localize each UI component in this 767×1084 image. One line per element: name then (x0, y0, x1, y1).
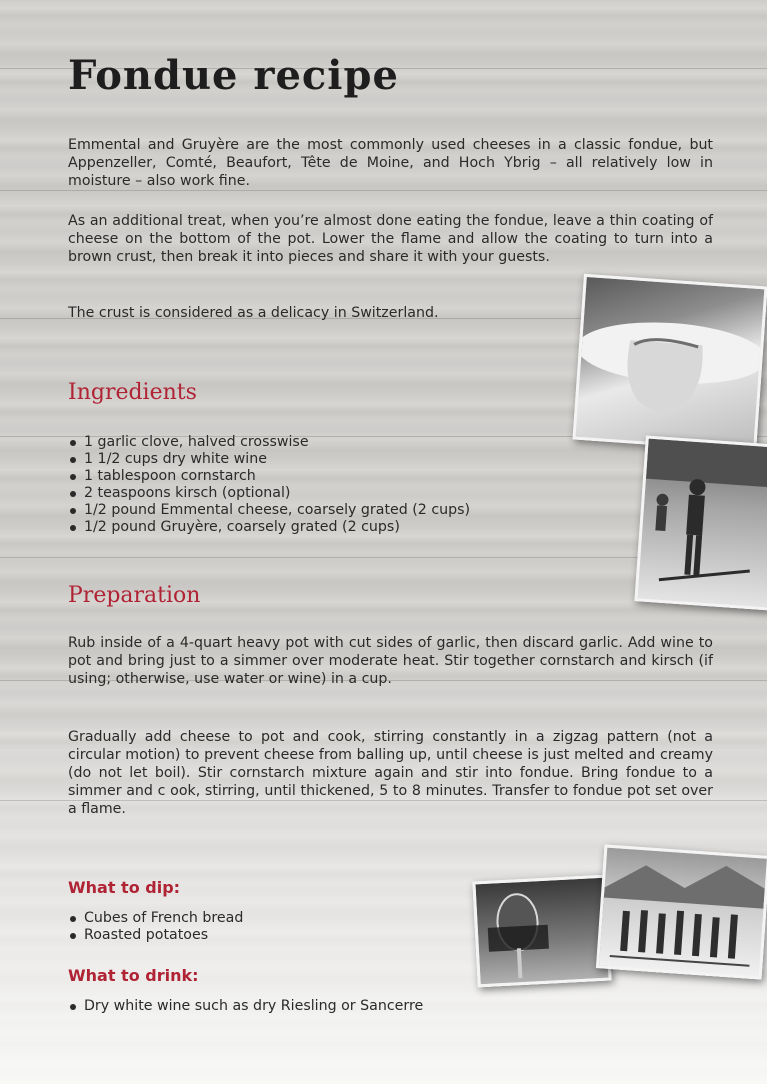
dip-list (68, 910, 428, 944)
intro-paragraph-delicacy: The crust is considered as a delicacy in Switzerland. (68, 305, 439, 321)
what-to-drink-heading: What to drink: (68, 966, 199, 985)
skier-silhouette (638, 439, 767, 608)
preparation-heading: Preparation (68, 583, 201, 608)
list-item: 1 tablespoon cornstarch (68, 468, 628, 485)
drink-list (68, 998, 588, 1015)
ingredients-list (68, 434, 628, 536)
list-item: Roasted potatoes (68, 927, 428, 944)
wine-glass-photo (472, 875, 611, 988)
wine-glass-illustration (475, 878, 608, 985)
ingredients-heading: Ingredients (68, 380, 197, 405)
vintage-ski-group-photo (596, 844, 767, 979)
list-item: Cubes of French bread (68, 910, 428, 927)
intro-paragraph-cheeses: Emmental and Gruyère are the most commonly used cheeses in a classic fondue, but Appenzeller, Comté, Beaufort, Tête de Moine, and Hoch Ybrig – all relatively low in moisture – also work fine. (68, 137, 713, 189)
list-item: 1 garlic clove, halved crosswise (68, 434, 628, 451)
list-item: 2 teaspoons kirsch (optional) (68, 485, 628, 502)
ski-group-illustration (599, 848, 767, 977)
what-to-dip-heading: What to dip: (68, 878, 181, 897)
list-item: 1/2 pound Emmental cheese, coarsely grated (2 cups) (68, 502, 628, 519)
intro-paragraph-crust: As an additional treat, when you’re almost done eating the fondue, leave a thin coating of cheese on the bottom of the pot. Lower the flame and allow the coating to turn into a brown crust, then break it into pieces and share it with your guests. (68, 213, 713, 265)
list-item: Dry white wine such as dry Riesling or Sancerre (68, 998, 588, 1015)
vintage-skier-photo (634, 435, 767, 610)
preparation-paragraph-2: Gradually add cheese to pot and cook, stirring constantly in a zigzag pattern (not a circular motion) to prevent cheese from balling up, until cheese is just melted and creamy (do not let boil). Stir cornstarch mixture again and stir into fondue. Bring fondue to a simmer and c ook, stirring, until thickened, 5 to 8 minutes. Transfer to fondue pot set over a flame. (68, 729, 713, 817)
page-title: Fondue recipe (68, 52, 399, 99)
cheese-photo (572, 274, 767, 452)
wood-plank-seam (0, 190, 767, 191)
list-item: 1/2 pound Gruyère, coarsely grated (2 cups) (68, 519, 628, 536)
list-item: 1 1/2 cups dry white wine (68, 451, 628, 468)
preparation-paragraph-1: Rub inside of a 4-quart heavy pot with cut sides of garlic, then discard garlic. Add wine to pot and bring just to a simmer over moderate heat. Stir together cornstarch and kirsch (if using; otherwise, use water or wine) in a cup. (68, 635, 713, 687)
cheese-fork-illustration (576, 277, 765, 449)
